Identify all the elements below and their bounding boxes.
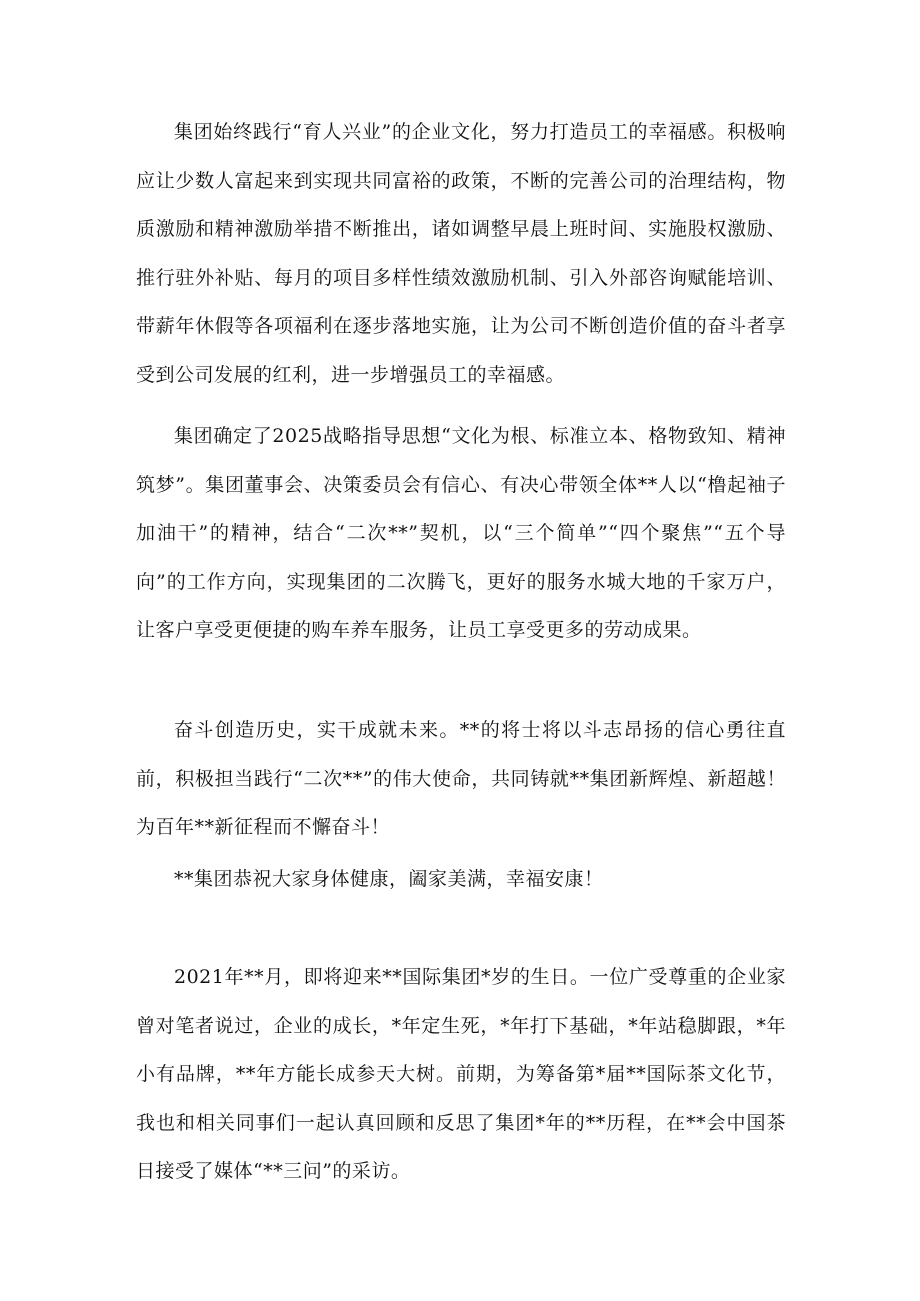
paragraph-anniversary: 2021年**月，即将迎来**国际集团*岁的生日。一位广受尊重的企业家曾对笔者说过，企业的成长，*年定生死，*年打下基础，*年站稳脚跟，*年小有品牌，**年方能长成参天大树。前期，为筹备第*届**国际茶文化节，我也和相关同事们一起认真回顾和反思了集团*年的**历程，在**会中国茶日接受了媒体“**三问”的采访。 xyxy=(136,966,786,1182)
paragraph-struggle-future: 奋斗创造历史，实干成就未来。**的将士将以斗志昂扬的信心勇往直前，积极担当践行“二次**”的伟大使命，共同铸就**集团新辉煌、新超越！为百年**新征程而不懈奋斗！ xyxy=(136,719,786,838)
paragraph-2025-strategy: 集团确定了2025战略指导思想“文化为根、标准立本、格物致知、精神筑梦”。集团董事会、决策委员会有信心、有决心带领全体**人以“橹起袖子加油干”的精神，结合“二次**”契机，以“三个简单”“四个聚焦”“五个导向”的工作方向，实现集团的二次腾飞，更好的服务水城大地的千家万户，让客户享受更便捷的购车养车服务，让员工享受更多的劳动成果。 xyxy=(136,425,786,641)
paragraph-employee-happiness: 集团始终践行“育人兴业”的企业文化，努力打造员工的幸福感。积极响应让少数人富起来到实现共同富裕的政策，不断的完善公司的治理结构，物质激励和精神激励举措不断推出，诸如调整早晨上班时间、实施股权激励、推行驻外补贴、每月的项目多样性绩效激励机制、引入外部咨询赋能培训、带薪年休假等各项福利在逐步落地实施，让为公司不断创造价值的奋斗者享受到公司发展的红利，进一步增强员工的幸福感。 xyxy=(136,121,786,386)
paragraph-greeting: **集团恭祝大家身体健康，阖家美满，幸福安康！ xyxy=(174,868,604,890)
